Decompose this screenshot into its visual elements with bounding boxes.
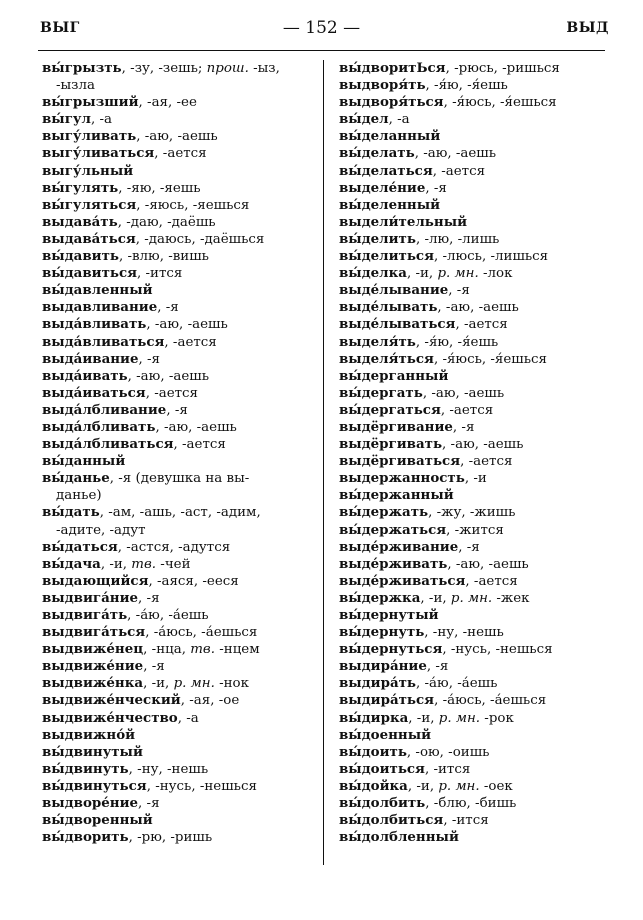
dictionary-entry: [42, 624, 312, 641]
grammar-forms-tail: -лок: [478, 266, 513, 282]
headword: вы́гулять: [42, 179, 119, 196]
dictionary-entry: [339, 829, 609, 846]
dictionary-entry: [42, 282, 312, 299]
grammar-forms: , -ается: [154, 146, 207, 162]
grammar-forms: , -ам, -ашь, -аст, -адим,: [99, 505, 261, 521]
dictionary-entry: [339, 282, 609, 299]
headword: вы́данье: [42, 470, 110, 487]
headword: выдавливание: [42, 299, 158, 316]
grammar-forms-tail: -жек: [492, 590, 530, 606]
dictionary-entry: [42, 316, 312, 333]
running-head-right: ВЫД: [566, 20, 609, 36]
headword: выдели́тельный: [339, 213, 468, 230]
headword: выдвиже́нческий: [42, 692, 181, 709]
grammar-forms: , -астся, -адутся: [117, 539, 231, 555]
grammar-forms: , -ну, -нешь: [128, 761, 209, 777]
dictionary-entry: [42, 231, 312, 248]
left-column: [42, 60, 312, 846]
dictionary-entry: [339, 727, 609, 744]
dictionary-entry: [42, 522, 312, 539]
grammar-forms: , -ается: [455, 317, 508, 333]
headword: выдвига́ть: [42, 607, 128, 623]
headword: вы́доиться: [339, 760, 425, 777]
dictionary-entry: [42, 111, 312, 128]
dictionary-entry: [42, 812, 312, 829]
headword: вы́деленный: [339, 196, 441, 213]
headword: выдающийся: [42, 572, 149, 589]
grammar-forms: , -я: [426, 659, 449, 675]
grammar-forms: , -я: [157, 300, 179, 316]
grammar-forms: , -даюсь, -даёшься: [135, 231, 265, 247]
dictionary-entry: [42, 351, 312, 368]
grammar-label: тв.: [131, 556, 157, 572]
entry-continuation: -адите, -адут: [56, 522, 146, 538]
grammar-forms: , -ая, -ое: [180, 693, 240, 709]
headword: вы́держаться: [339, 521, 447, 538]
headword: вы́доить: [339, 743, 407, 760]
dictionary-entry: [42, 145, 312, 162]
headword: вы́гуляться: [42, 196, 137, 213]
grammar-forms-tail: -нок: [214, 676, 249, 692]
dictionary-entry: [42, 727, 312, 744]
headword: вы́грызть: [42, 60, 122, 76]
grammar-forms: , -я́ю, -я́ешь: [425, 78, 508, 94]
grammar-forms: , -и,: [407, 778, 439, 794]
dictionary-entry: [42, 778, 312, 795]
dictionary-entry: [42, 675, 312, 692]
headword: вы́дернуть: [339, 624, 425, 641]
headword: выдвижно́й: [42, 726, 136, 743]
grammar-forms: , -ою, -оишь: [406, 744, 490, 760]
grammar-forms: , -аю, -аешь: [422, 385, 505, 401]
headword: вы́дворитЬся: [339, 60, 446, 76]
grammar-forms: , -блю, -бишь: [425, 796, 517, 812]
headword: выда́ивание: [42, 350, 139, 367]
headword: вы́даться: [42, 538, 118, 555]
grammar-forms: , -ится: [137, 266, 183, 282]
headword: вы́дергаться: [339, 401, 441, 418]
dictionary-entry: [339, 607, 609, 624]
grammar-forms: , -жу, -жишь: [428, 505, 516, 521]
grammar-forms: , -ается: [465, 573, 518, 589]
headword: вы́делать: [339, 145, 415, 162]
grammar-forms: , -яю, -яешь: [118, 180, 201, 196]
dictionary-entry: [339, 128, 609, 145]
grammar-forms: , -я́ю, -я́ешь: [415, 334, 499, 350]
headword: вы́давить: [42, 248, 119, 265]
dictionary-entry: [339, 453, 609, 470]
grammar-label: р. мн.: [173, 676, 215, 692]
dictionary-entry: [339, 504, 609, 521]
headword: выда́ивать: [42, 367, 128, 384]
grammar-forms: , -ается: [164, 334, 217, 350]
dictionary-entry: [339, 163, 609, 180]
grammar-forms: , -и: [464, 471, 487, 487]
grammar-forms: , -я: [452, 419, 475, 435]
headword: вы́дойка: [339, 777, 408, 794]
headword: вы́дергать: [339, 384, 423, 401]
grammar-forms: , -аю, -аешь: [437, 300, 519, 316]
grammar-forms: , -аяся, -ееся: [148, 573, 239, 589]
headword: выдвиже́нка: [42, 675, 144, 692]
dictionary-entry: [42, 573, 312, 590]
headword: выгу́ливаться: [42, 145, 155, 162]
grammar-forms: , -и,: [143, 676, 174, 692]
dictionary-entry: [42, 504, 312, 521]
dictionary-entry: [339, 316, 609, 333]
headword: вы́держанный: [339, 487, 454, 504]
headword: выда́иваться: [42, 384, 146, 401]
dictionary-entry: [339, 299, 609, 316]
grammar-forms: , -зу, -зешь;: [121, 61, 207, 76]
dictionary-entry: [42, 658, 312, 675]
headword: вы́деланный: [339, 128, 441, 145]
dictionary-entry: [42, 556, 312, 573]
dictionary-entry: [339, 94, 609, 111]
grammar-forms: , -а: [388, 112, 410, 128]
grammar-forms: , -я: [425, 180, 447, 196]
headword: выде́рживаться: [339, 572, 466, 589]
dictionary-entry: [339, 744, 609, 761]
headword: выдвиже́ние: [42, 658, 144, 675]
dictionary-entry: [339, 111, 609, 128]
grammar-forms: , -я: [458, 539, 480, 555]
dictionary-entry: [339, 573, 609, 590]
dictionary-entry: [42, 128, 312, 145]
headword: выда́лбливание: [42, 401, 167, 418]
headword: вы́долбленный: [339, 829, 459, 846]
dictionary-entry: [339, 265, 609, 282]
headword: выделе́ние: [339, 179, 426, 196]
grammar-forms: , -нусь, -нешься: [146, 778, 257, 794]
headword: выде́рживание: [339, 538, 459, 555]
headword: выделя́ть: [339, 333, 416, 350]
grammar-forms: , -я: [143, 659, 165, 675]
grammar-label: р. мн.: [438, 710, 481, 726]
headword: вы́дерганный: [339, 367, 449, 384]
dictionary-entry: [339, 145, 609, 162]
dictionary-entry: [42, 761, 312, 778]
headword: выдёргиваться: [339, 453, 461, 470]
headword: выдвига́ться: [42, 624, 146, 641]
grammar-forms: , -а: [177, 710, 199, 726]
headword: вы́грызший: [42, 94, 139, 111]
dictionary-entry: [42, 248, 312, 265]
headword: вы́дворенный: [42, 812, 153, 829]
grammar-forms: , -яюсь, -яешься: [136, 197, 250, 213]
grammar-label: р. мн.: [450, 590, 493, 606]
grammar-forms: , -а: [90, 112, 112, 128]
grammar-forms: , -я: [166, 402, 188, 418]
headword: выдержанность: [339, 470, 465, 487]
dictionary-entry: [339, 641, 609, 658]
dictionary-entry: [42, 77, 312, 94]
grammar-forms: , -и,: [100, 556, 132, 572]
dictionary-entry: [42, 795, 312, 812]
dictionary-entry: [42, 710, 312, 727]
grammar-forms-tail: -нцем: [214, 642, 260, 658]
dictionary-entry: [339, 812, 609, 829]
headword: вы́дать: [42, 504, 100, 521]
grammar-forms: , -я́юсь, -я́ешься: [433, 351, 547, 367]
header-rule: [38, 50, 605, 51]
grammar-forms: , -а́ю, -а́ешь: [127, 608, 209, 623]
grammar-forms: , -я: [448, 283, 470, 299]
grammar-forms: , -аю, -аешь: [414, 146, 497, 162]
grammar-forms: , -ится: [424, 761, 471, 777]
headword: вы́делка: [339, 265, 407, 282]
grammar-forms: , -ну, -нешь: [424, 625, 504, 641]
dictionary-entry: [42, 829, 312, 846]
dictionary-entry: [339, 334, 609, 351]
dictionary-entry: [42, 402, 312, 419]
headword: вы́долбиться: [339, 812, 444, 829]
grammar-forms: , -а́ю, -а́ешь: [416, 676, 498, 692]
headword: выгу́льный: [42, 162, 134, 179]
headword: выдвиже́нец: [42, 641, 144, 658]
grammar-forms: , -я́юсь, -я́ешься: [443, 95, 557, 111]
headword: выдёргивание: [339, 418, 453, 435]
dictionary-entry: [42, 299, 312, 316]
dictionary-entry: [339, 710, 609, 727]
headword: выда́лбливаться: [42, 436, 174, 453]
dictionary-entry: [42, 539, 312, 556]
headword: выдворя́ть: [339, 77, 426, 94]
headword: вы́дернуться: [339, 641, 443, 658]
grammar-forms: , -я: [138, 796, 160, 812]
headword: выдвиже́нчество: [42, 709, 178, 726]
grammar-forms: , -аю, -аешь: [136, 129, 218, 145]
headword: выгу́ливать: [42, 128, 137, 145]
headword: выде́лывание: [339, 282, 449, 299]
headword: вы́давиться: [42, 265, 137, 282]
dictionary-entry: [339, 402, 609, 419]
grammar-forms: , -лю, -лишь: [415, 231, 500, 247]
headword: выдира́ть: [339, 675, 417, 692]
dictionary-entry: [42, 692, 312, 709]
grammar-forms: , -ая, -ее: [138, 95, 197, 111]
entry-continuation: -ызла: [56, 78, 95, 94]
dictionary-entry: [42, 214, 312, 231]
grammar-forms: , -аю, -аешь: [155, 419, 237, 435]
headword: выдворя́ться: [339, 94, 444, 111]
headword: вы́дача: [42, 555, 101, 572]
entry-continuation: данье): [56, 488, 102, 504]
dictionary-entry: [339, 248, 609, 265]
headword: выде́лываться: [339, 316, 456, 333]
grammar-forms: , -аю, -аешь: [127, 368, 210, 384]
grammar-forms: , -аю, -аешь: [146, 317, 228, 333]
headword: вы́двинуться: [42, 777, 147, 794]
headword: выдира́ться: [339, 692, 435, 709]
headword: вы́долбить: [339, 795, 426, 812]
grammar-forms: , -а́юсь, -а́ешься: [434, 693, 547, 709]
dictionary-entry: [42, 265, 312, 282]
grammar-forms: , -жится: [446, 522, 504, 538]
dictionary-entry: [339, 419, 609, 436]
grammar-forms-tail: -рок: [480, 710, 514, 726]
grammar-forms: , -аю, -аешь: [447, 556, 529, 572]
headword: вы́делить: [339, 230, 416, 247]
headword: выдёргивать: [339, 436, 443, 453]
headword: выде́лывать: [339, 299, 438, 316]
headword: вы́держать: [339, 504, 429, 521]
dictionary-entry: [339, 60, 609, 77]
dictionary-entry: [339, 624, 609, 641]
grammar-forms: , -люсь, -лишься: [433, 249, 549, 265]
grammar-forms: , -ится: [443, 813, 489, 829]
grammar-forms: , -и,: [408, 710, 439, 726]
headword: вы́дирка: [339, 709, 409, 726]
dictionary-entry: [42, 453, 312, 470]
headword: выделя́ться: [339, 350, 434, 367]
headword: вы́делиться: [339, 248, 434, 265]
dictionary-entry: [42, 180, 312, 197]
headword: вы́дел: [339, 111, 389, 128]
headword: вы́делаться: [339, 162, 433, 179]
headword: вы́доенный: [339, 726, 432, 743]
grammar-forms: , -ается: [173, 437, 226, 453]
grammar-forms: , -я: [138, 590, 160, 606]
dictionary-entry: [42, 744, 312, 761]
dictionary-entry: [42, 197, 312, 214]
dictionary-entry: [42, 368, 312, 385]
headword: выдава́ться: [42, 230, 136, 247]
grammar-forms: , -нусь, -нешься: [442, 642, 553, 658]
dictionary-entry: [339, 487, 609, 504]
grammar-forms: , -я (девушка на вы-: [109, 471, 250, 487]
headword: выда́вливаться: [42, 333, 165, 350]
dictionary-entry: [42, 94, 312, 111]
grammar-forms-tail: -оек: [479, 778, 513, 794]
page-header: [0, 14, 643, 42]
dictionary-entry: [42, 436, 312, 453]
headword: выдвига́ние: [42, 589, 139, 606]
dictionary-entry: [339, 556, 609, 573]
dictionary-entry: [42, 163, 312, 180]
headword: вы́дернутый: [339, 607, 439, 623]
dictionary-entry: [339, 778, 609, 795]
dictionary-entry: [339, 795, 609, 812]
dictionary-entry: [339, 385, 609, 402]
dictionary-entry: [339, 692, 609, 709]
headword: вы́двинуть: [42, 760, 129, 777]
dictionary-entry: [339, 470, 609, 487]
dictionary-entry: [42, 419, 312, 436]
grammar-forms: , -рюсь, -ришься: [445, 61, 560, 76]
dictionary-entry: [339, 231, 609, 248]
headword: выдава́ть: [42, 213, 118, 230]
dictionary-entry: [42, 641, 312, 658]
grammar-label: тв.: [190, 642, 215, 658]
column-divider: [323, 60, 324, 865]
dictionary-entry: [42, 487, 312, 504]
grammar-label: прош.: [206, 61, 249, 76]
headword: выдворе́ние: [42, 795, 139, 812]
grammar-forms: , -и,: [406, 266, 438, 282]
grammar-forms-tail: -ыз,: [248, 61, 280, 76]
dictionary-entry: [339, 180, 609, 197]
grammar-forms: , -ается: [432, 163, 486, 179]
dictionary-entry: [339, 590, 609, 607]
dictionary-entry: [42, 607, 312, 624]
grammar-label: р. мн.: [437, 266, 479, 282]
grammar-forms: , -аю, -аешь: [442, 437, 524, 453]
dictionary-entry: [339, 197, 609, 214]
headword: вы́гул: [42, 111, 91, 128]
dictionary-entry: [339, 214, 609, 231]
dictionary-entry: [339, 522, 609, 539]
right-column: [339, 60, 609, 846]
headword: вы́данный: [42, 453, 126, 470]
grammar-forms: , -я: [138, 351, 160, 367]
grammar-forms: , -а́юсь, -а́ешься: [145, 625, 258, 641]
headword: выда́вливать: [42, 316, 147, 333]
dictionary-entry: [339, 675, 609, 692]
dictionary-entry: [339, 658, 609, 675]
headword: выдира́ние: [339, 658, 427, 675]
headword: вы́дворить: [42, 829, 129, 846]
headword: выде́рживать: [339, 555, 448, 572]
dictionary-entry: [42, 385, 312, 402]
grammar-forms: , -влю, -вишь: [118, 249, 209, 265]
headword: выда́лбливать: [42, 418, 156, 435]
grammar-forms: , -даю, -даёшь: [117, 214, 216, 230]
dictionary-entry: [42, 590, 312, 607]
dictionary-entry: [339, 539, 609, 556]
grammar-forms: , -ается: [440, 402, 494, 418]
page-number: — 152 —: [282, 18, 361, 38]
dictionary-entry: [339, 351, 609, 368]
grammar-forms: , -рю, -ришь: [128, 830, 213, 846]
headword: вы́двинутый: [42, 743, 143, 760]
dictionary-entry: [339, 368, 609, 385]
grammar-forms-tail: -чей: [156, 556, 191, 572]
dictionary-entry: [339, 77, 609, 94]
headword: вы́держка: [339, 589, 421, 606]
dictionary-entry: [339, 761, 609, 778]
grammar-forms: , -ается: [145, 385, 198, 401]
running-head-left: ВЫГ: [40, 20, 80, 36]
dictionary-entry: [42, 470, 312, 487]
dictionary-entry: [42, 60, 312, 77]
grammar-label: р. мн.: [438, 778, 480, 794]
grammar-forms: , -нца,: [143, 642, 191, 658]
dictionary-entry: [339, 436, 609, 453]
headword: вы́давленный: [42, 282, 153, 299]
dictionary-entry: [42, 334, 312, 351]
grammar-forms: , -ается: [460, 454, 513, 470]
grammar-forms: , -и,: [420, 590, 451, 606]
